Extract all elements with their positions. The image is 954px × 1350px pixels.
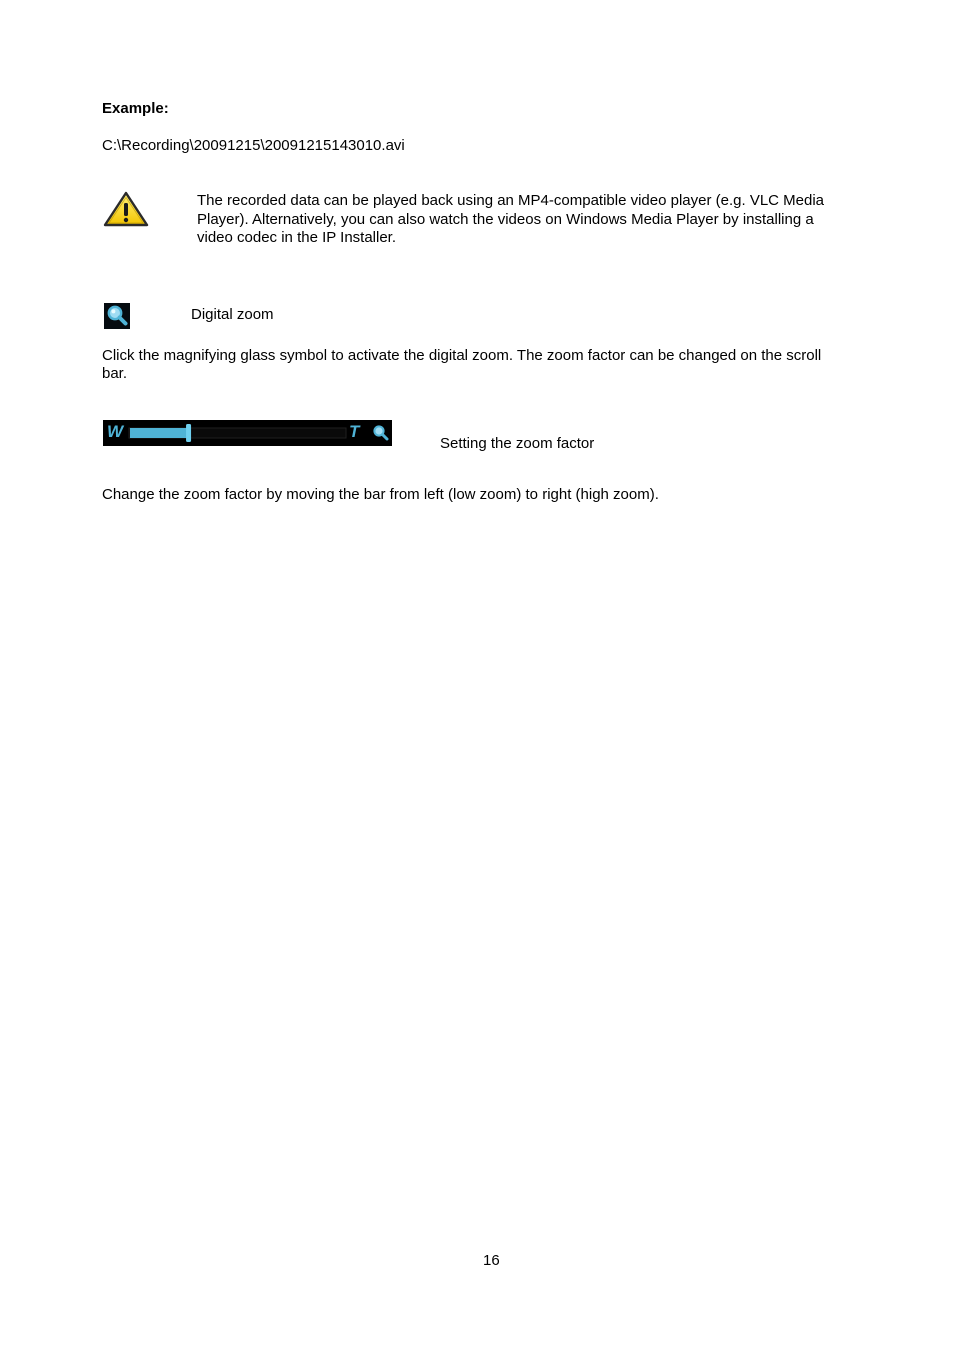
- zoom-slider[interactable]: [103, 420, 392, 446]
- digital-zoom-desc-line-2: bar.: [102, 365, 128, 382]
- page-number: 16: [483, 1252, 500, 1269]
- slider-tele-label: T: [349, 422, 360, 441]
- zoom-slider-handle[interactable]: [186, 424, 191, 442]
- example-path: C:\Recording\20091215\20091215143010.avi: [102, 137, 405, 154]
- magnifier-zoom-icon[interactable]: [104, 303, 130, 329]
- example-heading: Example:: [102, 100, 169, 117]
- zoom-slider-caption: Setting the zoom factor: [440, 435, 595, 452]
- zoom-note: Change the zoom factor by moving the bar from left (low zoom) to right (high zoom).: [102, 486, 659, 503]
- warning-line-3: video codec in the IP Installer.: [197, 229, 397, 246]
- zoom-slider-fill: [130, 428, 188, 438]
- digital-zoom-label: Digital zoom: [191, 306, 274, 323]
- digital-zoom-desc-line-1: Click the magnifying glass symbol to activate the digital zoom. The zoom factor can be changed on the scroll: [102, 347, 822, 364]
- slider-wide-label: W: [107, 422, 124, 441]
- warning-triangle-icon: [103, 191, 149, 227]
- warning-line-1: The recorded data can be played back using an MP4-compatible video player (e.g. VLC Media: [197, 192, 825, 209]
- warning-line-2: Player). Alternatively, you can also watch the videos on Windows Media Player by installing a: [197, 211, 814, 228]
